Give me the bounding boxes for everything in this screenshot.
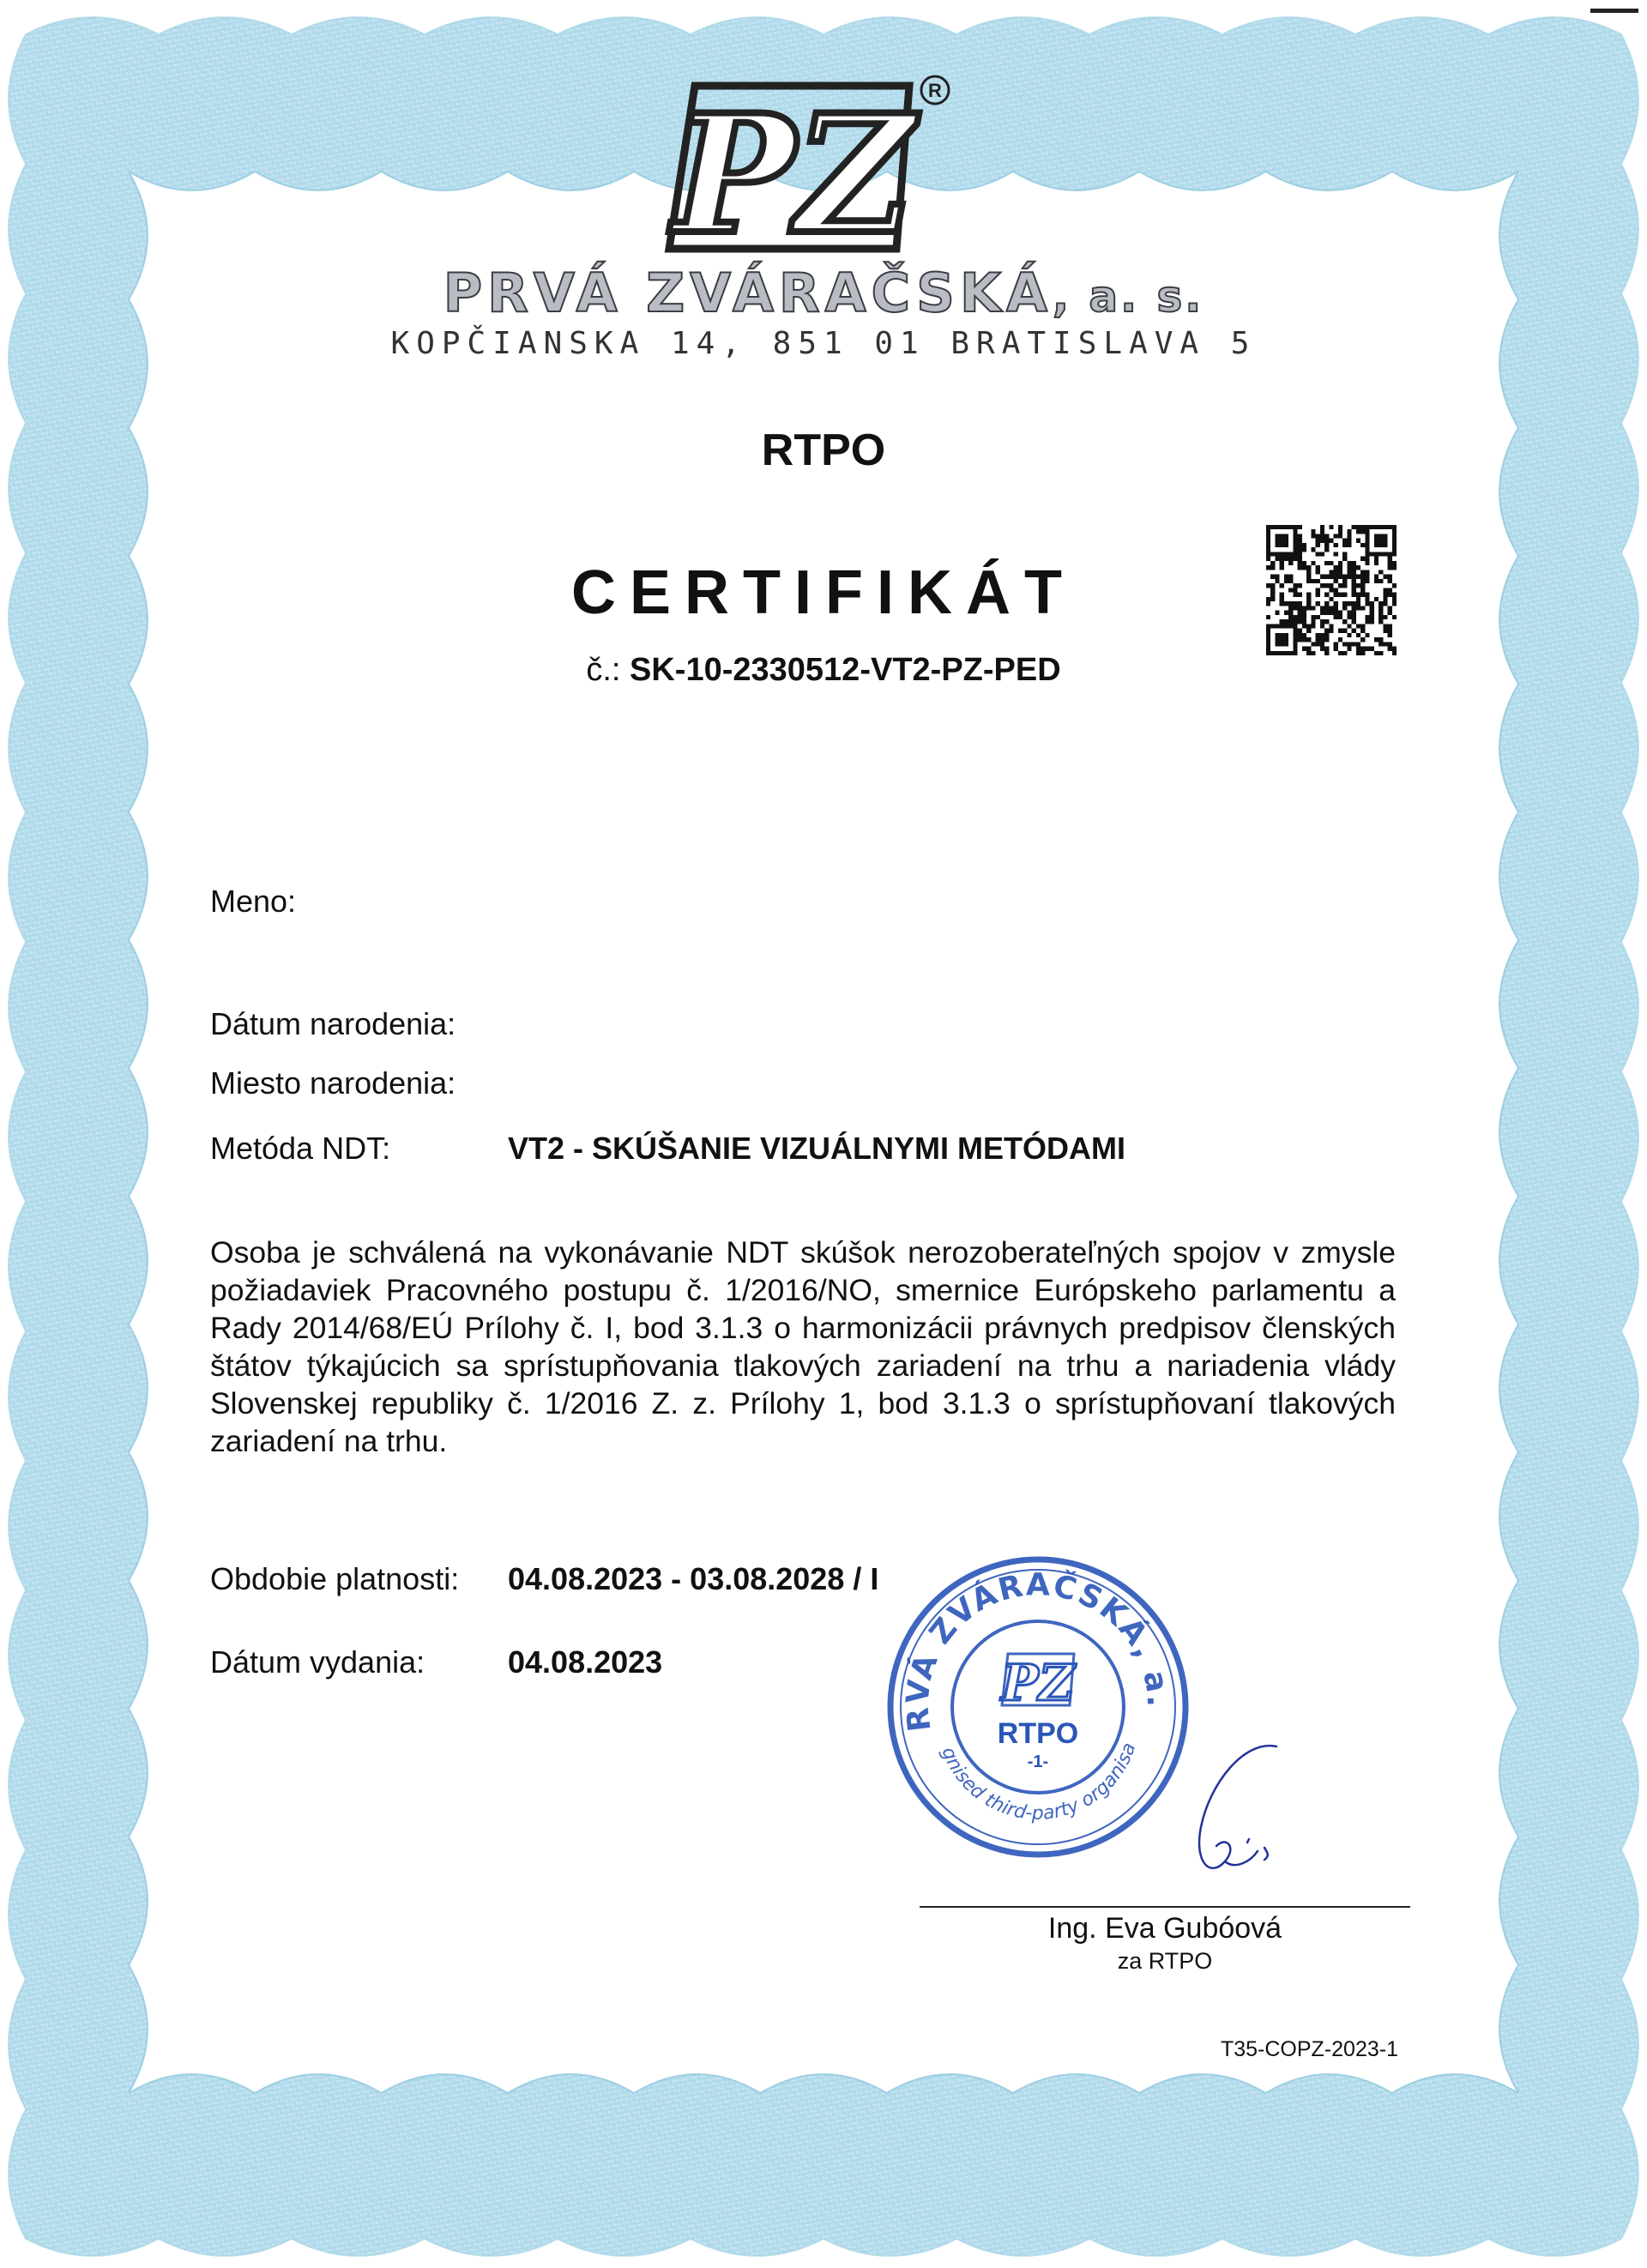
handwritten-signature-icon [1175,1733,1304,1904]
scan-edge-mark [1590,9,1638,13]
qr-code-icon [1266,525,1397,655]
company-name: PRVÁ ZVÁRAČSKÁ, a. s. [443,262,1204,324]
certificate-number-value: SK-10-2330512-VT2-PZ-PED [630,652,1061,688]
stamp-center-text: RTPO [997,1717,1079,1750]
pz-logo-icon [652,51,978,283]
company-address: KOPČIANSKA 14, 851 01 BRATISLAVA 5 [390,326,1257,361]
official-stamp [884,1553,1192,1861]
stamp-seal-icon [884,1553,1192,1861]
svg-text:R: R [928,80,942,101]
logo-text: PZ [673,79,914,270]
stamp-center-number: -1- [1027,1752,1049,1771]
signature-line [920,1906,1410,1908]
stamp-logo-text: PZ [1001,1654,1075,1712]
ndt-method-value: VT2 - SKÚŠANIE VIZUÁLNYMI METÓDAMI [508,1131,1126,1166]
company-logo [652,51,978,283]
stamp-bottom-text: gnised third-party organisa [937,1740,1141,1825]
certificate-number-prefix: č.: [586,652,621,688]
birth-place-label: Miesto narodenia: [210,1065,456,1101]
certificate-title: CERTIFIKÁT [571,558,1076,627]
birth-date-label: Dátum narodenia: [210,1006,456,1041]
issue-date-label: Dátum vydania: [210,1644,425,1680]
form-code: T35-COPZ-2023-1 [1220,2037,1398,2061]
name-label: Meno: [210,884,297,919]
stamp-top-text: RVÁ ZVÁRAČSKÁ, a. [900,1567,1176,1734]
signature [1175,1733,1304,1904]
approval-statement: Osoba je schválená na vykonávanie NDT skúšok nerozoberateľných spojov v zmysle požiadaviek Pracovného postupu č. 1/2016/NO, smernice Európskeho parlamentu a Rady 2014/68/EÚ Prílohy č. I, bod 3.1.3 o harmonizácii právnych predpisov členských štátov týkajúcich sa sprístupňovania tlakových zariadení na trhu a nariadenia vlády Slovenskej republiky č. 1/2016 Z. z. Prílohy 1, bod 3.1.3 o sprístupňovaní tlakových zariadení na trhu. [210,1235,1396,1458]
ndt-method-label: Metóda NDT: [210,1131,391,1166]
signer-name: Ing. Eva Gubóová [1047,1912,1282,1945]
issuer-heading: RTPO [761,425,886,475]
issue-date-value: 04.08.2023 [508,1644,663,1680]
validity-label: Obdobie platnosti: [210,1561,460,1596]
signer-role: za RTPO [1117,1948,1213,1974]
validity-value: 04.08.2023 - 03.08.2028 / I [508,1561,879,1596]
certificate-number [0,652,1647,689]
qr-code [1266,525,1397,655]
